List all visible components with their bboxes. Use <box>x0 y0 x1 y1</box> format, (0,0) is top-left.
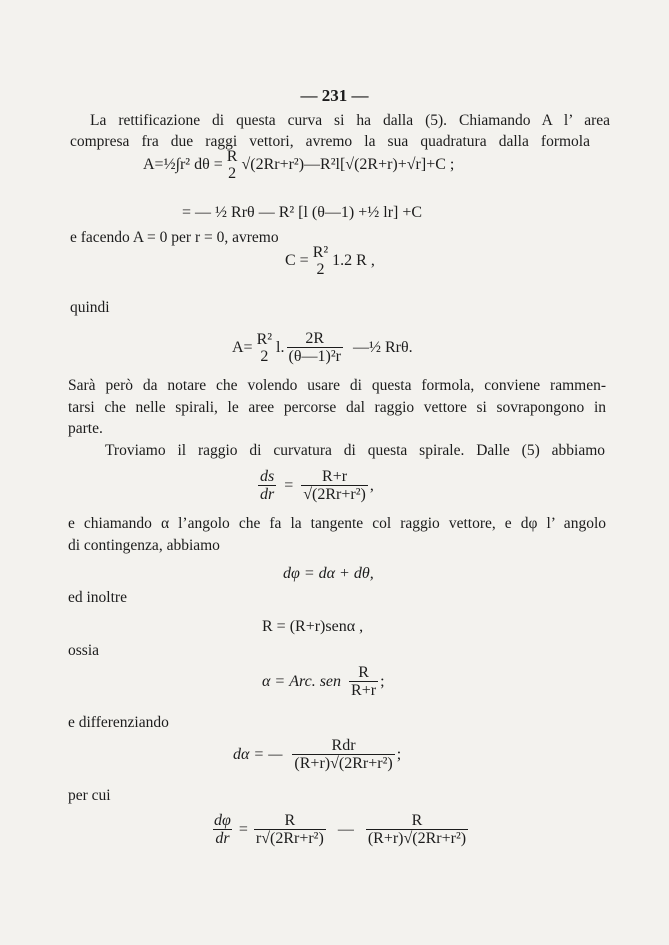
equation-constant <box>285 244 375 278</box>
eq-num: R² <box>312 244 329 261</box>
eq-num: Rdr <box>331 737 356 754</box>
text-line: ossia <box>68 642 99 659</box>
eq-equals: = <box>238 820 248 838</box>
eq-den: (θ—1)²r <box>288 348 341 365</box>
equation-alpha <box>262 664 385 699</box>
eq-rest: —½ Rrθ. <box>352 338 413 356</box>
eq-lhs: C = <box>285 252 309 269</box>
eq-den: dr <box>260 486 275 503</box>
paragraph-line: e chiamando α l’angolo che fa la tangente col raggio vettore, e dφ l’ angolo <box>68 515 606 532</box>
eq-lhs: A=½∫r² dθ = <box>143 156 223 173</box>
eq-den: R+r <box>351 682 377 699</box>
eq-num: R <box>411 812 423 829</box>
eq-num: R <box>284 812 296 829</box>
eq-num: ds <box>260 468 275 485</box>
text-line: e differenziando <box>68 714 169 731</box>
eq-den: 2 <box>316 261 325 278</box>
eq-op: — <box>337 820 354 838</box>
text-line: quindi <box>70 299 110 316</box>
eq-rest: , <box>369 476 374 494</box>
eq-den: √(2Rr+r²) <box>303 486 366 503</box>
eq-mid: l. <box>276 338 285 356</box>
eq-den: r√(2Rr+r²) <box>255 830 324 847</box>
equation-area-simplified: = — ½ Rrθ — R² [l (θ—1) +½ lr] +C <box>182 204 423 221</box>
equation-area-final <box>232 330 413 365</box>
eq-num: R <box>358 664 369 681</box>
paragraph-line: Sarà però da notare che volendo usare di questa formola, conviene rammen- <box>68 377 606 394</box>
paragraph-line: compresa fra due raggi vettori, avremo la sua quadratura dalla formola <box>70 133 590 150</box>
text-line: ed inoltre <box>68 589 127 606</box>
eq-equals: = <box>284 476 294 494</box>
paragraph-line: di contingenza, abbiamo <box>68 537 220 554</box>
eq-lhs: dα = — <box>233 745 283 763</box>
eq-den: 2 <box>228 165 237 182</box>
eq-rest: √(2Rr+r²)—R²l[√(2R+r)+√r]+C ; <box>241 156 455 173</box>
paragraph-line: parte. <box>68 420 103 437</box>
paragraph-line: Troviamo il raggio di curvatura di questa spirale. Dalle (5) abbiamo <box>105 442 605 459</box>
eq-den: dr <box>215 830 230 847</box>
eq-rest: ; <box>396 745 402 763</box>
equation-ds-dr <box>256 468 374 503</box>
eq-lhs: α = Arc. sen <box>262 672 342 690</box>
eq-num: dφ <box>214 812 231 829</box>
text-line: e facendo A = 0 per r = 0, avremo <box>70 229 279 246</box>
eq-den: (R+r)√(2Rr+r²) <box>294 755 393 772</box>
equation-dphi: dφ = dα + dθ, <box>283 565 374 582</box>
eq-rest: ; <box>380 672 385 690</box>
eq-num: 2R <box>305 330 325 347</box>
paragraph-line: tarsi che nelle spirali, le aree percorse dal raggio vettore si sovrapongono in <box>68 399 606 416</box>
eq-den: 2 <box>260 347 269 365</box>
page-number: — 231 — <box>300 86 369 105</box>
paragraph-line: La rettificazione di questa curva si ha dalla (5). Chiamando A l’ area <box>90 112 610 129</box>
text-line: per cui <box>68 787 111 804</box>
eq-num: R+r <box>322 468 348 485</box>
eq-num: R <box>226 148 238 165</box>
equation-area-integral <box>143 148 454 182</box>
equation-dalpha <box>233 737 401 772</box>
equation-R: R = (R+r)senα , <box>262 618 364 635</box>
eq-rest: 1.2 R , <box>332 252 375 269</box>
equation-dphi-dr <box>210 812 470 847</box>
eq-den: (R+r)√(2Rr+r²) <box>367 830 467 847</box>
eq-num: R² <box>256 330 273 348</box>
eq-lhs: A= <box>232 338 253 356</box>
